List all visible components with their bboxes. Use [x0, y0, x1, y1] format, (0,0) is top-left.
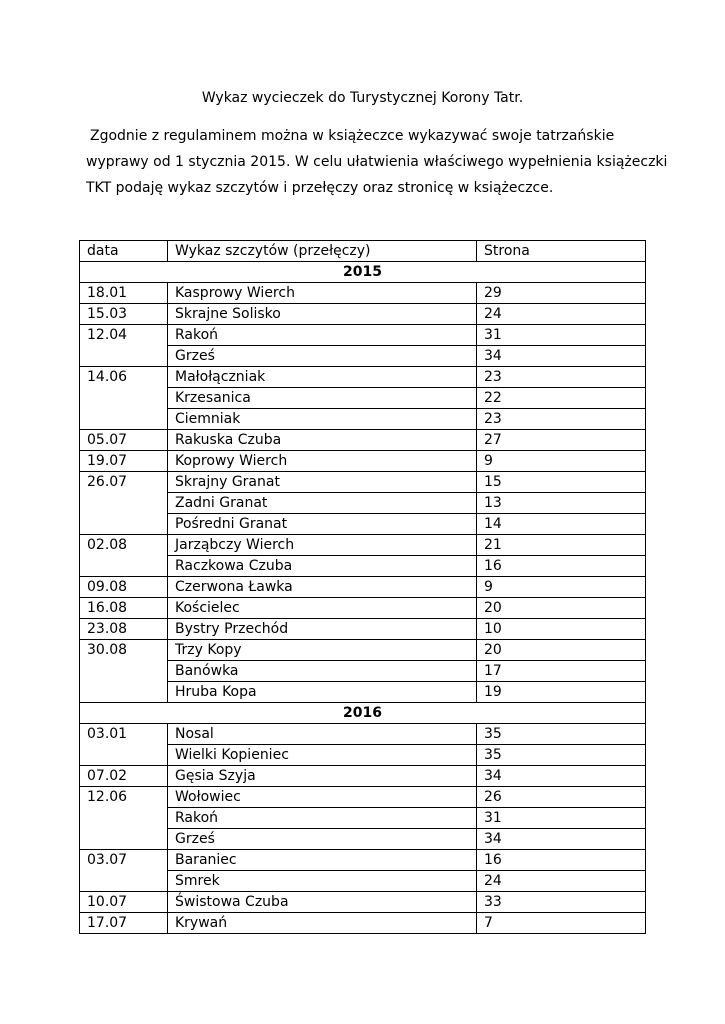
peak-name: Smrek [168, 871, 477, 892]
peak-page: 13 [477, 493, 646, 514]
trip-date: 07.02 [80, 766, 168, 787]
peak-page: 34 [477, 829, 646, 850]
header-row [80, 241, 646, 262]
table-row [80, 304, 646, 325]
table-row [80, 283, 646, 304]
peak-name: Czerwona Ławka [168, 577, 477, 598]
table-row [80, 850, 646, 871]
header-date: data [80, 241, 168, 262]
table-row [80, 535, 646, 556]
peak-page: 34 [477, 346, 646, 367]
trip-date: 30.08 [80, 640, 168, 703]
peak-page: 33 [477, 892, 646, 913]
peak-name: Rakoń [168, 325, 477, 346]
trip-date: 12.04 [80, 325, 168, 367]
trips-table-body [80, 241, 646, 934]
trip-date: 12.06 [80, 787, 168, 850]
peak-name: Banówka [168, 661, 477, 682]
peak-name: Baraniec [168, 850, 477, 871]
table-row [80, 598, 646, 619]
peak-page: 27 [477, 430, 646, 451]
trip-date: 03.07 [80, 850, 168, 892]
peak-page: 22 [477, 388, 646, 409]
trip-date: 26.07 [80, 472, 168, 535]
trip-date: 09.08 [80, 577, 168, 598]
peak-page: 31 [477, 325, 646, 346]
intro-paragraph [86, 123, 668, 201]
table-row [80, 724, 646, 745]
trip-date: 02.08 [80, 535, 168, 577]
trip-date: 23.08 [80, 619, 168, 640]
peak-name: Skrajny Granat [168, 472, 477, 493]
peak-name: Gęsia Szyja [168, 766, 477, 787]
peak-name: Trzy Kopy [168, 640, 477, 661]
peak-page: 24 [477, 304, 646, 325]
peak-name: Kasprowy Wierch [168, 283, 477, 304]
peak-name: Wielki Kopieniec [168, 745, 477, 766]
peak-page: 35 [477, 745, 646, 766]
peak-name: Raczkowa Czuba [168, 556, 477, 577]
peak-page: 23 [477, 409, 646, 430]
peak-page: 21 [477, 535, 646, 556]
peak-page: 29 [477, 283, 646, 304]
peak-name: Świstowa Czuba [168, 892, 477, 913]
trip-date: 10.07 [80, 892, 168, 913]
year-heading: 2016 [80, 703, 646, 724]
peak-page: 14 [477, 514, 646, 535]
peak-page: 16 [477, 850, 646, 871]
trip-date: 15.03 [80, 304, 168, 325]
intro-line: TKT podaję wykaz szczytów i przełęczy oraz stronicę w książeczce. [86, 180, 554, 196]
year-row [80, 262, 646, 283]
table-row [80, 472, 646, 493]
peak-name: Jarząbczy Wierch [168, 535, 477, 556]
peak-name: Krzesanica [168, 388, 477, 409]
peak-page: 34 [477, 766, 646, 787]
table-row [80, 430, 646, 451]
peak-name: Małołączniak [168, 367, 477, 388]
table-row [80, 892, 646, 913]
peak-page: 17 [477, 661, 646, 682]
year-heading: 2015 [80, 262, 646, 283]
peak-page: 20 [477, 598, 646, 619]
intro-line: wyprawy od 1 stycznia 2015. W celu ułatwienia właściwego wypełnienia książeczki [86, 154, 668, 170]
peak-name: Rakuska Czuba [168, 430, 477, 451]
peak-name: Pośredni Granat [168, 514, 477, 535]
trip-date: 05.07 [80, 430, 168, 451]
peak-name: Grześ [168, 346, 477, 367]
peak-page: 15 [477, 472, 646, 493]
peak-name: Zadni Granat [168, 493, 477, 514]
table-row [80, 451, 646, 472]
trip-date: 14.06 [80, 367, 168, 430]
intro-line: Zgodnie z regulaminem można w książeczce wykazywać swoje tatrzańskie [90, 128, 615, 144]
trip-date: 17.07 [80, 913, 168, 934]
peak-page: 26 [477, 787, 646, 808]
year-row [80, 703, 646, 724]
peak-name: Krywań [168, 913, 477, 934]
peak-page: 31 [477, 808, 646, 829]
peak-name: Grześ [168, 829, 477, 850]
peak-name: Ciemniak [168, 409, 477, 430]
peak-name: Rakoń [168, 808, 477, 829]
peak-page: 9 [477, 451, 646, 472]
header-peaks: Wykaz szczytów (przełęczy) [168, 241, 477, 262]
peak-name: Skrajne Solisko [168, 304, 477, 325]
table-row [80, 619, 646, 640]
peak-name: Wołowiec [168, 787, 477, 808]
trip-date: 19.07 [80, 451, 168, 472]
table-row [80, 787, 646, 808]
header-page: Strona [477, 241, 646, 262]
table-row [80, 640, 646, 661]
peak-page: 16 [477, 556, 646, 577]
peak-name: Bystry Przechód [168, 619, 477, 640]
peak-page: 24 [477, 871, 646, 892]
peak-page: 23 [477, 367, 646, 388]
table-row [80, 913, 646, 934]
peak-page: 20 [477, 640, 646, 661]
peak-name: Hruba Kopa [168, 682, 477, 703]
trips-table [79, 240, 646, 934]
peak-page: 9 [477, 577, 646, 598]
document-title: Wykaz wycieczek do Turystycznej Korony Tatr. [201, 90, 524, 106]
peak-name: Nosal [168, 724, 477, 745]
peak-page: 19 [477, 682, 646, 703]
peak-page: 10 [477, 619, 646, 640]
peak-name: Kościelec [168, 598, 477, 619]
table-row [80, 766, 646, 787]
peak-page: 7 [477, 913, 646, 934]
peak-name: Koprowy Wierch [168, 451, 477, 472]
trip-date: 18.01 [80, 283, 168, 304]
trip-date: 03.01 [80, 724, 168, 766]
trip-date: 16.08 [80, 598, 168, 619]
table-row [80, 577, 646, 598]
peak-page: 35 [477, 724, 646, 745]
table-row [80, 367, 646, 388]
table-row [80, 325, 646, 346]
